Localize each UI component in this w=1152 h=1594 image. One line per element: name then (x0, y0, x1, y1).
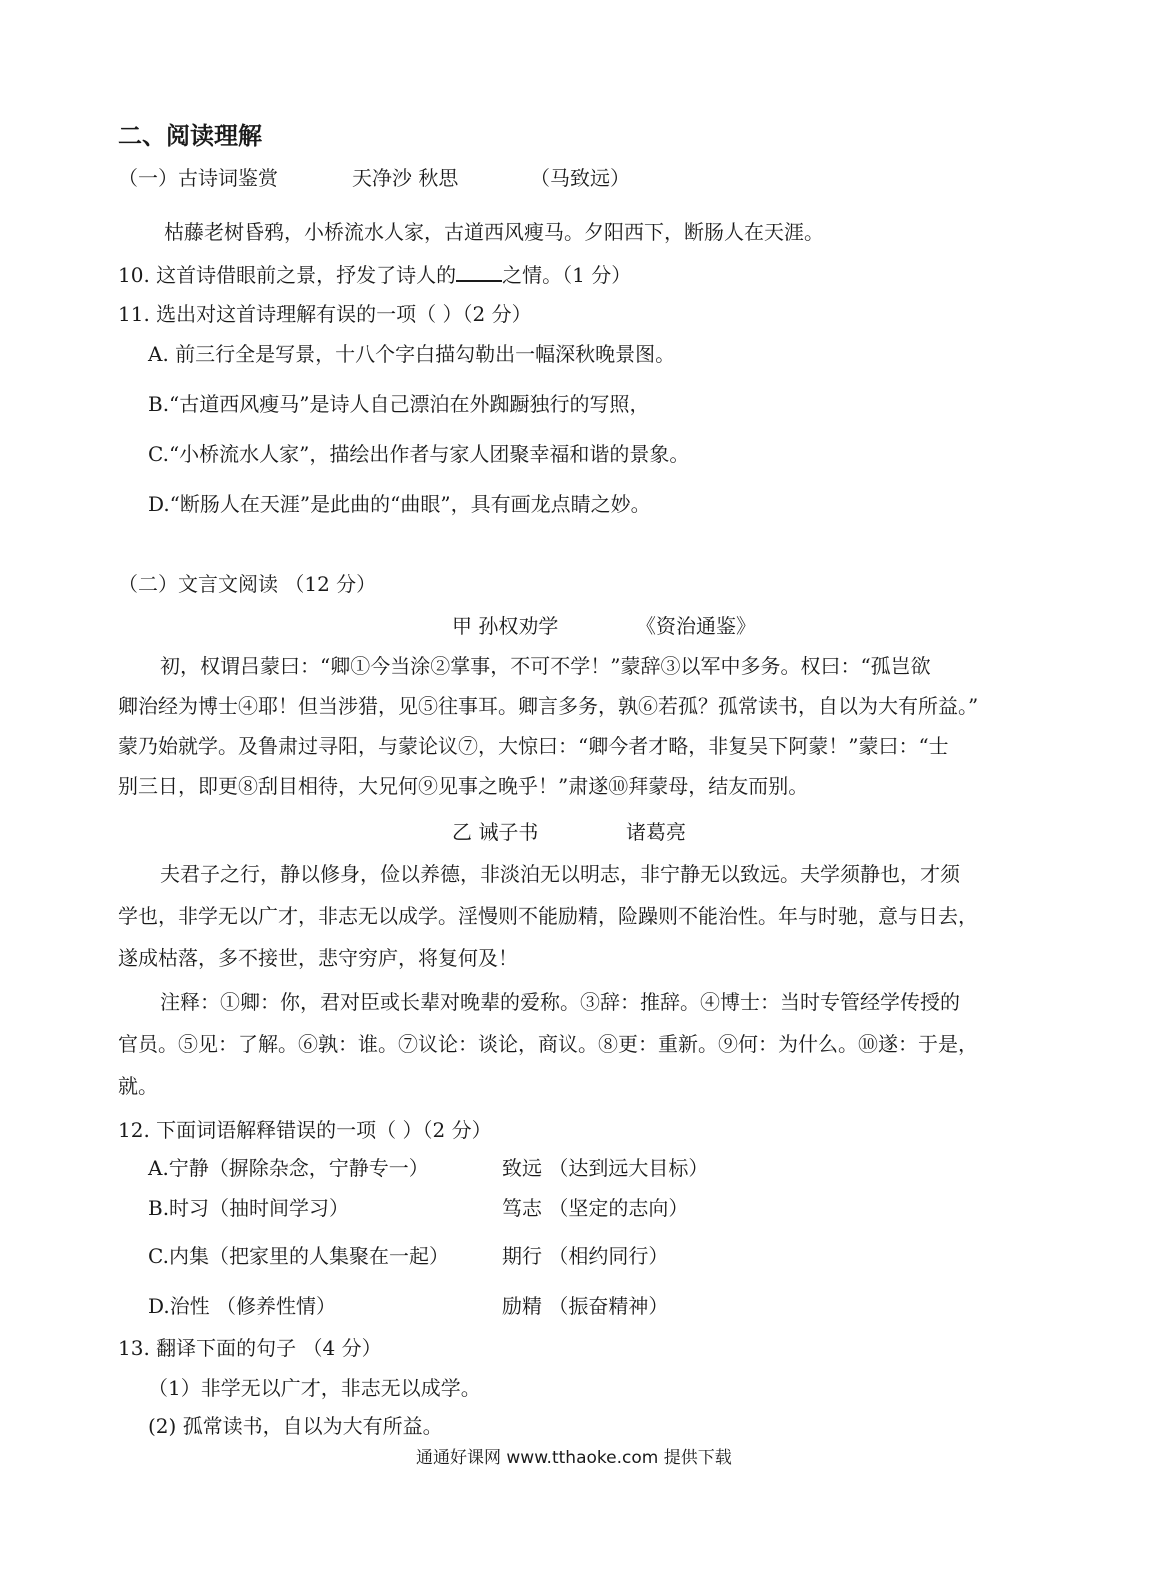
passage-jia-source: 《资治通鉴》 (636, 614, 756, 638)
question-10 (118, 262, 631, 287)
translation-item: （1）非学无以广才，非志无以成学。 (148, 1376, 481, 1400)
q12-option-d-left: D.治性 （修养性情） (148, 1294, 337, 1318)
poem-title: 天净沙 秋思 (352, 166, 459, 190)
poem-text: 枯藤老树昏鸦，小桥流水人家，古道西风瘦马。夕阳西下，断肠人在天涯。 (164, 220, 824, 244)
annotation-line: 注释：①卿：你，君对臣或长辈对晚辈的爱称。③辞：推辞。④博士：当时专管经学传授的 (160, 990, 960, 1014)
question-10-tail: 之情。（1 分） (502, 263, 632, 287)
annotation-line: 官员。⑤见：了解。⑥孰：谁。⑦议论：谈论，商议。⑧更：重新。⑨何：为什么。⑩遂：于是， (118, 1032, 978, 1056)
passage-jia-line: 卿治经为博士④耶！但当涉猎，见⑤往事耳。卿言多务，孰⑥若孤？孤常读书，自以为大有所益。” (118, 694, 979, 718)
q12-option-a-right: 致远 （达到远大目标） (502, 1156, 709, 1180)
q12-option-c-right: 期行 （相约同行） (502, 1244, 669, 1268)
q12-option-a-left: A.宁静（摒除杂念，宁静专一） (148, 1156, 429, 1180)
poem-section-label: （一）古诗词鉴赏 (118, 166, 278, 190)
passage-jia-line: 初，权谓吕蒙曰：“卿①今当涂②掌事，不可不学！”蒙辞③以军中多务。权曰：“孤岂欲 (160, 654, 931, 678)
passage-jia-line: 别三日，即更⑧刮目相待，大兄何⑨见事之晚乎！”肃遂⑩拜蒙母，结友而别。 (118, 774, 809, 798)
option-a: A. 前三行全是写景，十八个字白描勾勒出一幅深秋晚景图。 (148, 342, 676, 366)
passage-yi-title: 乙 诫子书 (452, 820, 539, 844)
section-title: 二、阅读理解 (118, 122, 262, 150)
question-13-stem: 13. 翻译下面的句子 （4 分） (118, 1336, 382, 1360)
passage-yi-line: 遂成枯落，多不接世，悲守穷庐，将复何及！ (118, 946, 518, 970)
passage-jia-title: 甲 孙权劝学 (452, 614, 559, 638)
option-c: C.“小桥流水人家”，描绘出作者与家人团聚幸福和谐的景象。 (148, 442, 690, 466)
q12-option-b-right: 笃志 （坚定的志向） (502, 1196, 689, 1220)
passage-yi-line: 学也，非学无以广才，非志无以成学。淫慢则不能励精，险躁则不能治性。年与时驰，意与日去， (118, 904, 978, 928)
annotation-line: 就。 (118, 1074, 158, 1098)
passage-yi-line: 夫君子之行，静以修身，俭以养德，非淡泊无以明志，非宁静无以致远。夫学须静也，才须 (160, 862, 960, 886)
passage-yi-author: 诸葛亮 (626, 820, 686, 844)
translation-item: (2) 孤常读书，自以为大有所益。 (148, 1414, 443, 1438)
q12-option-d-right: 励精 （振奋精神） (502, 1294, 669, 1318)
poem-author: （马致远） (530, 166, 630, 190)
passage-jia-line: 蒙乃始就学。及鲁肃过寻阳，与蒙论议⑦，大惊曰：“卿今者才略，非复吴下阿蒙！”蒙曰：“士 (118, 734, 949, 758)
footer-download-notice: 通通好课网 www.tthaoke.com 提供下载 (416, 1448, 732, 1468)
option-d: D.“断肠人在天涯”是此曲的“曲眼”，具有画龙点睛之妙。 (148, 492, 651, 516)
q12-option-b-left: B.时习（抽时间学习） (148, 1196, 350, 1220)
option-b: B.“古道西风瘦马”是诗人自己漂泊在外踟蹰独行的写照， (148, 392, 650, 416)
question-10-prompt: 10. 这首诗借眼前之景，抒发了诗人的 (118, 263, 457, 287)
question-11-stem: 11. 选出对这首诗理解有误的一项（ ）（2 分） (118, 302, 532, 326)
q12-option-c-left: C.内集（把家里的人集聚在一起） (148, 1244, 449, 1268)
answer-blank (456, 262, 502, 282)
question-12-stem: 12. 下面词语解释错误的一项（ ）（2 分） (118, 1118, 492, 1142)
classical-section-label: （二）文言文阅读 （12 分） (118, 572, 377, 596)
